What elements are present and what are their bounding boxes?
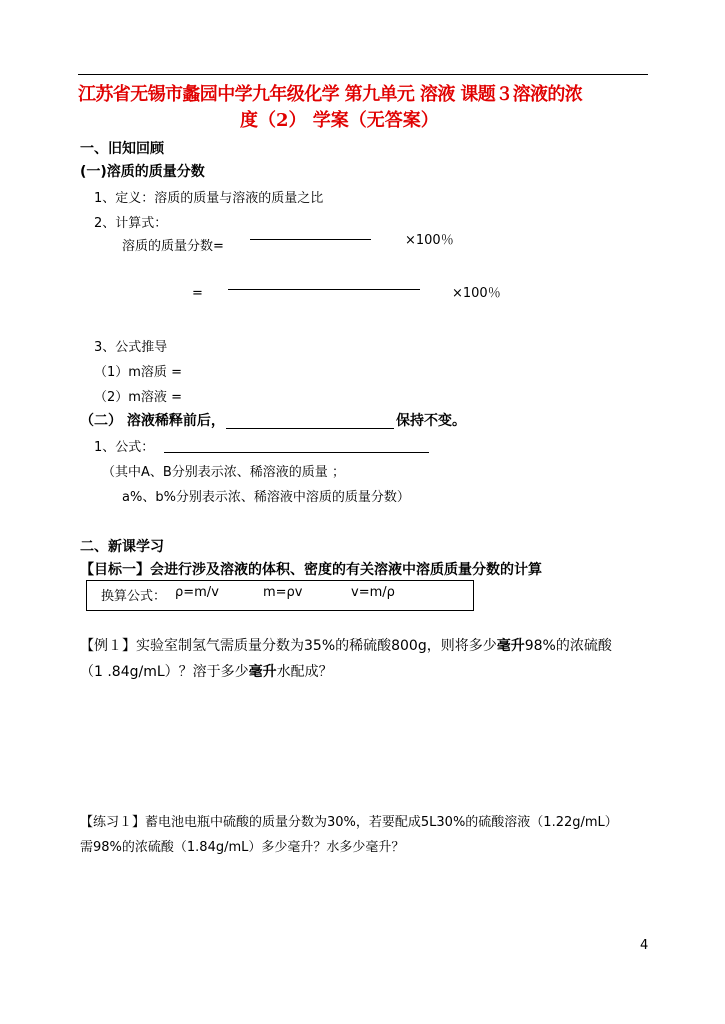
solute-mass-formula: （1）m溶质 = bbox=[94, 365, 182, 380]
example1-text-d: （1 .84g/mL）？溶于多少 bbox=[80, 664, 249, 680]
derivation-label: 3、公式推导 bbox=[94, 340, 168, 355]
example1-text-c: 98%的浓硫酸 bbox=[524, 638, 612, 654]
conversion-label: 换算公式： bbox=[101, 589, 167, 604]
sub1-heading: (一)溶质的质量分数 bbox=[80, 164, 205, 180]
dilution-note-1: （其中A、B分别表示浓、稀溶液的质量 ； bbox=[102, 465, 345, 480]
formula-blank-line bbox=[164, 452, 429, 453]
section1-heading: 一、旧知回顾 bbox=[80, 141, 164, 157]
example1-line2 bbox=[80, 661, 333, 681]
fraction-line-1 bbox=[250, 239, 371, 240]
goal-one: 【目标一】会进行涉及溶液的体积、密度的有关溶液中溶质质量分数的计算 bbox=[80, 562, 542, 578]
dilution-note-2: a%、b%分别表示浓、稀溶液中溶质的质量分数） bbox=[122, 490, 410, 505]
header-rule bbox=[78, 74, 648, 75]
example1-line1 bbox=[80, 635, 612, 655]
percent-factor-2: ×100％ bbox=[452, 286, 501, 301]
section2-heading: 二、新课学习 bbox=[80, 539, 164, 555]
calc-label: 2、计算式： bbox=[94, 216, 168, 231]
volume-formula: v=m/ρ bbox=[351, 585, 395, 600]
practice1-line2: 需98%的浓硫酸（1.84g/mL）多少毫升？水多少毫升？ bbox=[80, 840, 405, 855]
document-title-line2: 度（2） 学案（无答案） bbox=[240, 110, 439, 131]
document-title-line1: 江苏省无锡市蠡园中学九年级化学 第九单元 溶液 课题３溶液的浓 bbox=[78, 84, 583, 105]
dilution-heading-prefix: （二） 溶液稀释前后， bbox=[80, 413, 225, 429]
practice1-line1: 【练习１】蓄电池电瓶中硫酸的质量分数为30%，若要配成5L30%的硫酸溶液（1.22g/mL） bbox=[80, 815, 618, 830]
mass-fraction-label: 溶质的质量分数= bbox=[122, 239, 224, 254]
fraction-line-2 bbox=[228, 289, 420, 290]
dilution-formula-label: 1、公式： bbox=[94, 440, 155, 455]
example1-milliliter-1: 毫升 bbox=[496, 638, 525, 654]
equals-sign: = bbox=[192, 286, 203, 301]
solution-mass-formula: （2）m溶液 = bbox=[94, 390, 182, 405]
dilution-blank-line bbox=[226, 428, 394, 429]
example1-text-e: 水配成？ bbox=[276, 664, 333, 680]
definition-text: 1、定义：溶质的质量与溶液的质量之比 bbox=[94, 191, 324, 206]
dilution-heading-suffix: 保持不变。 bbox=[396, 413, 466, 429]
density-formula: ρ=m/v bbox=[175, 585, 219, 600]
example1-text-a: 【例１】实验室制氢气需质量分数为35%的稀硫酸800g，则将多少 bbox=[80, 638, 497, 654]
page-number: 4 bbox=[640, 938, 649, 953]
mass-formula: m=ρv bbox=[263, 585, 303, 600]
example1-milliliter-2: 毫升 bbox=[248, 664, 277, 680]
percent-factor-1: ×100％ bbox=[405, 233, 454, 248]
